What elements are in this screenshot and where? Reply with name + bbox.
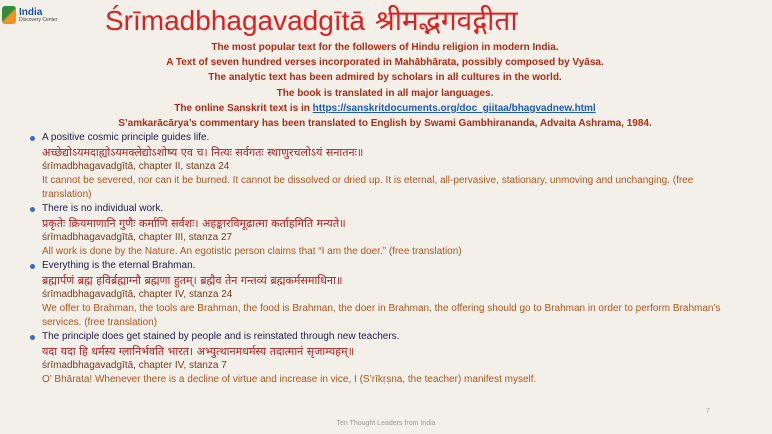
verse-list — [0, 131, 772, 387]
verse-translation: We offer to Brahman, the tools are Brahman, the food is Brahman, the doer in Brahman, the offering should go to Brahman in order to perform Brahman’s services. (free translation) — [42, 303, 721, 328]
sanskrit-verse: प्रकृतेः क्रियमाणानि गुणैः कर्माणि सर्वशः। अहङ्कारविमूढात्मा कर्ताहमिति मन्यते॥ — [42, 217, 346, 230]
intro-line: The analytic text has been admired by scholars in all cultures in the world. — [208, 72, 562, 84]
verse-translation: All work is done by the Nature. An egotistic person claims that “I am the doer.” (free translation) — [42, 246, 462, 257]
verse-reference: śrīmadbhagavadgītā, chapter IV, stanza 24 — [42, 289, 233, 300]
logo-subtitle: Discovery Center — [19, 16, 58, 23]
verse-reference: śrīmadbhagavadgītā, chapter III, stanza 27 — [42, 232, 233, 243]
sanskrit-verse: ब्रह्मार्पणं ब्रह्म हविर्ब्रह्माग्नौ ब्रह्मणा हुतम्। ब्रह्मैव तेन गन्तव्यं ब्रह्मकर्मसमाधिना॥ — [42, 274, 343, 287]
entry-heading: There is no individual work. — [42, 203, 164, 214]
verse-translation: It cannot be severed, nor can it be burned. It cannot be dissolved or dried up. It is eternal, all-pervasive, stationary, unmoving and unchanging. (free translation) — [42, 175, 694, 200]
verse-entry — [0, 259, 772, 330]
entry-heading: Everything is the eternal Brahman. — [42, 260, 196, 271]
entry-heading: A positive cosmic principle guides life. — [42, 132, 210, 143]
intro-line: A Text of seven hundred verses incorporated in Mahābhārata, possibly composed by Vyāsa. — [166, 57, 604, 69]
intro-block — [110, 40, 660, 131]
bullet-icon — [30, 207, 35, 212]
commentary-line: S’amkarācārya’s commentary has been translated to English by Swami Gambhirananda, Advaita Ashrama, 1984. — [118, 118, 652, 130]
sanskrit-verse: अच्छेद्योऽयमदाह्योऽयमक्लेद्योऽशोष्य एव च। नित्यः सर्वगतः स्थाणुरचलोऽयं सनातनः॥ — [42, 146, 364, 159]
verse-entry — [0, 330, 772, 387]
sanskrit-verse: यदा यदा हि धर्मस्य ग्लानिर्भवति भारत। अभ्युत्थानमधर्मस्य तदात्मानं सृजाम्यहम्॥ — [42, 345, 355, 358]
bullet-icon — [30, 264, 35, 269]
verse-entry — [0, 131, 772, 202]
page-number: 7 — [706, 408, 710, 415]
bullet-icon — [30, 136, 35, 141]
entry-heading: The principle does get stained by people and is reinstated through new teachers. — [42, 331, 400, 342]
bullet-icon — [30, 335, 35, 340]
intro-line: The most popular text for the followers of Hindu religion in modern India. — [211, 42, 559, 53]
online-text-prefix: The online Sanskrit text is in — [174, 102, 313, 114]
slide-title — [105, 4, 665, 38]
verse-entry — [0, 202, 772, 259]
slide-footer: Ten Thought Leaders from India — [336, 420, 436, 427]
intro-line: The book is translated in all major languages. — [276, 87, 494, 99]
logo-mark-icon — [2, 6, 16, 24]
logo-text — [19, 8, 57, 23]
verse-translation: O’ Bhārata! Whenever there is a decline of virtue and increase in vice, I (S’rīkṛṣna, the teacher) manifest myself. — [42, 374, 537, 385]
title-roman: Śrīmadbhagavadgītā — [105, 5, 365, 36]
title-devanagari: श्रीमद्भगवद्गीता — [374, 5, 518, 36]
verse-reference: śrīmadbhagavadgītā, chapter II, stanza 24 — [42, 161, 230, 172]
online-text-line — [110, 101, 660, 116]
logo — [2, 2, 66, 28]
logo-title: India — [19, 6, 43, 18]
sanskrit-text-link[interactable]: https://sanskritdocuments.org/doc_giitaa/bhagvadnew.html — [312, 102, 596, 114]
verse-reference: śrīmadbhagavadgītā, chapter IV, stanza 7 — [42, 360, 227, 371]
